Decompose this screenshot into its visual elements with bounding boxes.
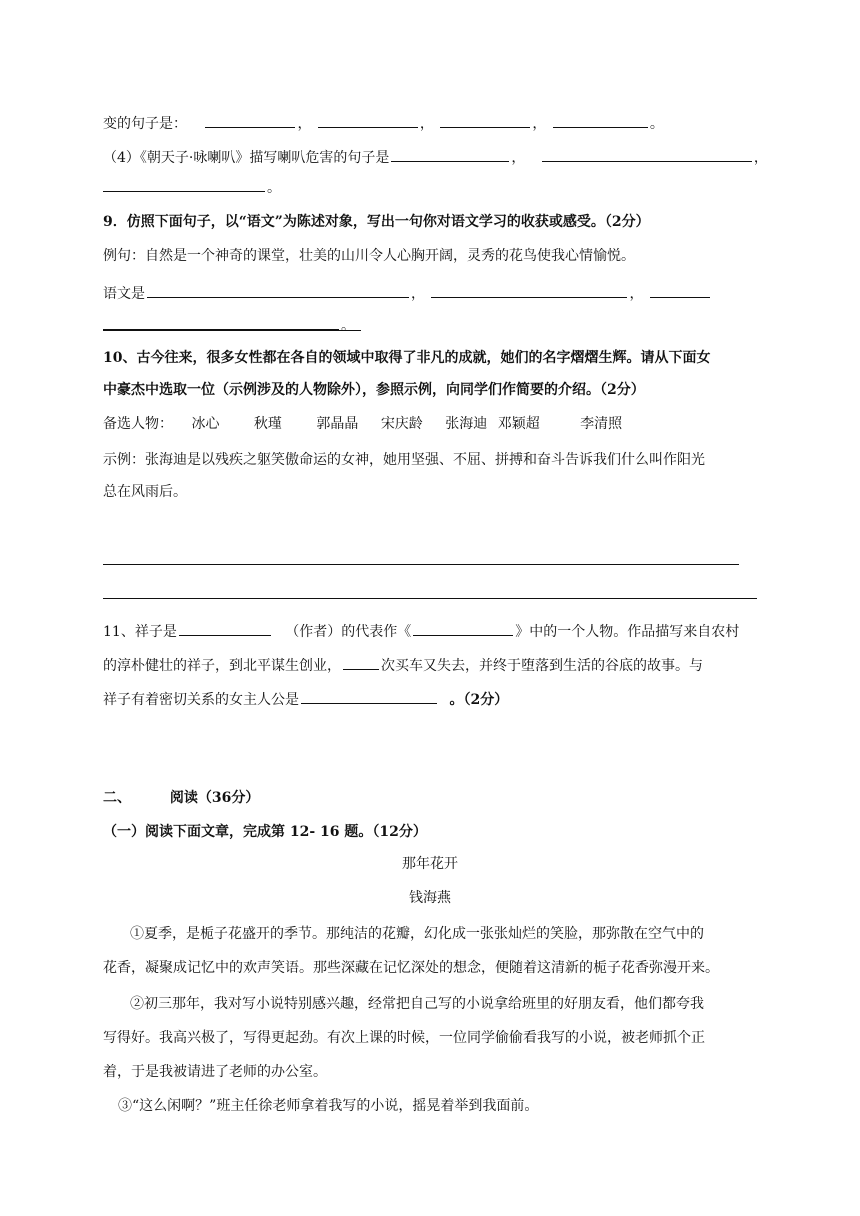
sep: ， bbox=[419, 116, 434, 132]
q11-text: 次买车又失去，并终于堕落到生活的谷底的故事。与 bbox=[381, 658, 703, 674]
q11-blank-heroine[interactable] bbox=[301, 688, 437, 704]
q8-sub4-prefix: （4）《朝天子·咏喇叭》描写喇叭危害的句子是 bbox=[103, 150, 390, 166]
q8-blank-5[interactable] bbox=[391, 146, 509, 162]
q11-text: 11、祥子是 bbox=[103, 624, 177, 640]
article-p1-line1: ①夏季，是栀子花盛开的季节。那纯洁的花瓣，幻化成一张张灿烂的笑脸，那弥散在空气中的 bbox=[130, 926, 704, 942]
q8-blank-7[interactable] bbox=[103, 176, 265, 192]
q11-text: 祥子有着密切关系的女主人公是 bbox=[103, 692, 299, 708]
q11-line2 bbox=[103, 654, 703, 676]
sep: ， bbox=[629, 286, 644, 302]
article-p2-line1: ②初三那年，我对写小说特别感兴趣，经常把自己写的小说拿给班里的好朋友看，他们都夸我 bbox=[130, 996, 704, 1012]
q10-example-line1: 示例：张海迪是以残疾之躯笑傲命运的女神，她用坚强、不屈、拼搏和奋斗告诉我们什么叫作阳光 bbox=[103, 452, 705, 468]
section2-heading bbox=[103, 788, 259, 808]
q9-answer-line2 bbox=[103, 314, 355, 336]
q9-prefix: 语文是 bbox=[103, 286, 145, 302]
sep: ， bbox=[511, 150, 526, 166]
candidate: 李清照 bbox=[580, 416, 623, 432]
q11-blank-work[interactable] bbox=[413, 620, 513, 636]
end: 。 bbox=[341, 318, 355, 334]
sep: ， bbox=[532, 116, 547, 132]
q8-line2 bbox=[103, 146, 768, 168]
q11-blank-times[interactable] bbox=[343, 654, 379, 670]
article-p2-line3: 着，于是我被请进了老师的办公室。 bbox=[103, 1064, 327, 1080]
q8-blank-6[interactable] bbox=[542, 146, 752, 162]
end: 。 bbox=[267, 180, 281, 196]
q11-text: （作者）的代表作《 bbox=[285, 624, 412, 640]
q9-title: 9．仿照下面句子，以“语文”为陈述对象，写出一句你对语文学习的收获或感受。（2分） bbox=[103, 214, 650, 230]
q8-blank-3[interactable] bbox=[440, 112, 530, 128]
q11-text: 》中的一个人物。作品描写来自农村 bbox=[515, 624, 740, 640]
section-number: 二、 bbox=[103, 790, 131, 806]
article-author: 钱海燕 bbox=[409, 890, 451, 906]
q8-blank-4[interactable] bbox=[553, 112, 648, 128]
section-title: 阅读（36分） bbox=[169, 790, 260, 806]
candidates-label: 备选人物： bbox=[103, 416, 173, 432]
q10-answer-line-2[interactable] bbox=[103, 598, 757, 599]
q9-blank-1[interactable] bbox=[147, 282, 409, 298]
q11-blank-author[interactable] bbox=[179, 620, 271, 636]
section2-sub: （一）阅读下面文章，完成第 12- 16 题。（12分） bbox=[103, 824, 427, 840]
q8-blank-2[interactable] bbox=[318, 112, 418, 128]
article-p1-line2: 花香，凝聚成记忆中的欢声笑语。那些深藏在记忆深处的想念，便随着这清新的栀子花香弥漫开来。 bbox=[103, 960, 719, 976]
q11-text: 。（2分） bbox=[449, 692, 509, 708]
q11-line1 bbox=[103, 620, 739, 642]
q11-text: 的淳朴健壮的祥子，到北平谋生创业， bbox=[103, 658, 341, 674]
article-p2-line2: 写得好。我高兴极了，写得更起劲。有次上课的时候，一位同学偷偷看我写的小说，被老师抓个正 bbox=[103, 1030, 705, 1046]
article-p3-line1: ③“这么闲啊？”班主任徐老师拿着我写的小说，摇晃着举到我面前。 bbox=[118, 1098, 539, 1114]
sep: ， bbox=[411, 286, 425, 302]
candidate: 郭晶晶 bbox=[316, 416, 359, 432]
candidate: 冰心 bbox=[191, 416, 220, 432]
q9-blank-4[interactable] bbox=[103, 314, 339, 330]
candidate: 邓颖超 bbox=[497, 416, 540, 432]
q10-example-line2: 总在风雨后。 bbox=[103, 484, 187, 500]
q9-example: 例句：自然是一个神奇的课堂，壮美的山川令人心胸开阔，灵秀的花鸟使我心情愉悦。 bbox=[103, 248, 635, 264]
sep: ， bbox=[297, 116, 312, 132]
q8-prefix: 变的句子是： bbox=[103, 116, 187, 132]
candidate: 宋庆龄 bbox=[380, 416, 423, 432]
q8-line1 bbox=[103, 112, 664, 134]
q10-candidates bbox=[103, 414, 622, 434]
sep: ， bbox=[753, 150, 768, 166]
q9-blank-3[interactable] bbox=[650, 282, 710, 298]
q8-line3 bbox=[103, 176, 281, 198]
q10-title-line1: 10、古今往来，很多女性都在各自的领域中取得了非凡的成就，她们的名字熠熠生辉。请从下面女 bbox=[103, 350, 711, 366]
candidate: 秋瑾 bbox=[253, 416, 282, 432]
q9-answer-line1 bbox=[103, 282, 712, 304]
q10-title-line2: 中豪杰中选取一位（示例涉及的人物除外），参照示例，向同学们作简要的介绍。（2分） bbox=[103, 382, 645, 398]
q9-blank-2[interactable] bbox=[431, 282, 627, 298]
candidate: 张海迪 bbox=[445, 416, 488, 432]
q10-answer-line-1[interactable] bbox=[103, 564, 739, 565]
end: 。 bbox=[649, 116, 664, 132]
article-title: 那年花开 bbox=[402, 856, 458, 872]
q9-underline bbox=[103, 330, 361, 331]
q11-line3 bbox=[103, 688, 508, 710]
q8-blank-1[interactable] bbox=[205, 112, 295, 128]
